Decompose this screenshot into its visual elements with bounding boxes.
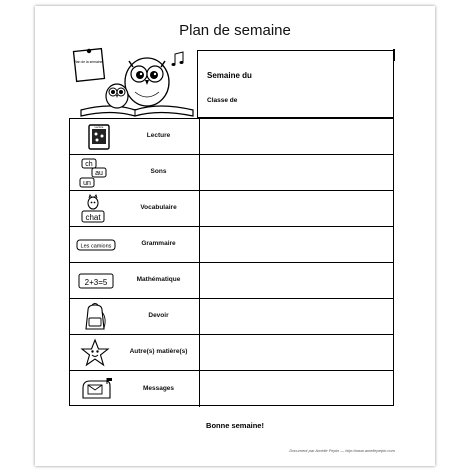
grammar-card-icon xyxy=(76,230,116,260)
owl-illustration xyxy=(71,46,201,118)
subject-label: Lecture xyxy=(146,132,171,140)
worksheet-page xyxy=(35,6,435,466)
subject-label: Autre(s) matière(s) xyxy=(129,348,188,356)
table-row xyxy=(70,191,393,227)
book-icon xyxy=(76,122,116,152)
math-card-icon xyxy=(76,266,116,296)
table-row xyxy=(70,263,393,299)
closing-message: Bonne semaine! xyxy=(206,421,264,430)
table-row xyxy=(70,119,393,155)
page-title: Plan de semaine xyxy=(179,22,291,39)
cat-word-text: chat xyxy=(85,213,101,222)
book-icon-text: Lecture xyxy=(94,125,104,129)
class-label: Classe de xyxy=(207,97,238,104)
big-owl-icon xyxy=(125,58,169,106)
backpack-icon xyxy=(76,302,116,332)
sticky-note-icon xyxy=(74,49,105,82)
mailbox-icon xyxy=(76,374,116,404)
subject-label: Mathématique xyxy=(136,276,181,284)
sound-ch-text: ch xyxy=(85,161,93,168)
sound-un-text: un xyxy=(83,180,91,187)
sound-au-text: au xyxy=(95,170,103,177)
subject-table xyxy=(69,118,394,406)
table-row xyxy=(70,227,393,263)
sound-cards-icon xyxy=(76,158,116,188)
small-owl-icon xyxy=(106,84,128,108)
table-row xyxy=(70,335,393,371)
math-card-text: 2+3=5 xyxy=(84,278,108,287)
subject-label: Devoir xyxy=(148,312,169,320)
table-row xyxy=(70,155,393,191)
subject-label: Sons xyxy=(150,168,167,176)
star-icon xyxy=(76,338,116,368)
week-label: Semaine du xyxy=(207,71,252,80)
subject-label: Grammaire xyxy=(141,240,176,248)
grammar-card-text: Les camions xyxy=(80,243,112,250)
cat-word-card-icon xyxy=(76,194,116,224)
table-row xyxy=(70,371,393,407)
week-info-box xyxy=(197,50,394,118)
sticky-note-text: Plan de la semaine xyxy=(73,60,103,64)
subject-label: Messages xyxy=(142,384,175,392)
music-note-icon xyxy=(172,52,184,66)
credit-text: Document par Amélie Pepin — http://www.ameliepepin.com xyxy=(289,448,395,453)
subject-label: Vocabulaire xyxy=(140,204,177,212)
table-row xyxy=(70,299,393,335)
